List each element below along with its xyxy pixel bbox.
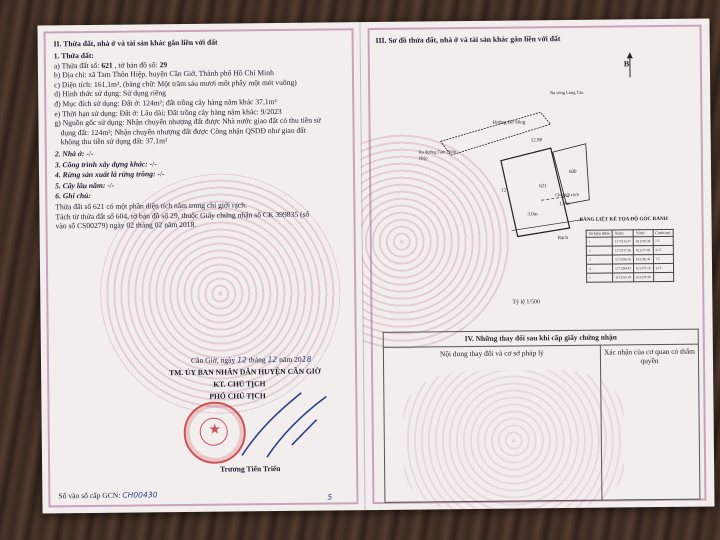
- issuing-authority: TM. ỦY BAN NHÂN DÂN HUYỆN CẦN GIỜ: [169, 366, 321, 378]
- coordinate-table: [586, 229, 674, 283]
- coord-cell: 3: [586, 255, 612, 264]
- changes-column-confirmation: Xác nhận của cơ quan có thẩm quyền: [600, 344, 700, 500]
- coord-cell: 621277.82: [633, 246, 653, 255]
- adjacent-lot-number: 600: [569, 169, 577, 175]
- corridor-label: Chỉ giới rạch: [555, 191, 579, 198]
- property-item-3: 3. Công trình xây dựng khác: -/-: [54, 158, 157, 169]
- parcel-line-9: không thu tiền sử dụng đất: 37,1m²: [60, 136, 168, 147]
- dimension-4: 1.0m: [559, 201, 570, 208]
- canal-line: [512, 220, 582, 231]
- coord-cell: 21.5: [653, 245, 673, 254]
- coord-cell: 621275.16: [634, 264, 654, 273]
- changes-column-content: Nội dung thay đổi và cơ sở pháp lý: [383, 345, 602, 502]
- coord-cell: 1: [586, 237, 612, 246]
- coord-cell: 1173315.47: [613, 273, 634, 282]
- parcel-line-8: dụng đất: 124m²; Nhận chuyển nhượng đất được Công nhận QSDĐ như giao đất: [60, 125, 306, 138]
- coord-cell: 621270.36: [634, 273, 654, 282]
- section-heading-ii: II. Thửa đất, nhà ở và tài sản khác gắn liền với đất: [53, 37, 218, 49]
- map-scale: Tỷ lệ 1/500: [512, 299, 541, 306]
- lot-number: 621: [539, 184, 547, 190]
- coord-row: [586, 263, 673, 273]
- property-item-2: 2. Nhà ở: -/-: [54, 148, 94, 159]
- coord-header-2: Y(m): [633, 230, 652, 237]
- property-item-5: 5. Cây lâu năm: -/-: [55, 180, 115, 191]
- road-label: Đường Bờ Sông: [492, 120, 526, 126]
- parcel-line-2: b) Địa chỉ: xã Tam Thôn Hiệp, huyện Cần Giờ, Thành phố Hồ Chí Minh: [53, 68, 274, 80]
- land-certificate-sheet: [37, 18, 714, 513]
- coordinate-table-title: BẢNG LIỆT KÊ TỌA ĐỘ GÓC RANH: [579, 215, 668, 223]
- parcel-line-1: a) Thửa đất số: 621 , tờ bản đồ số: 29: [53, 59, 168, 70]
- parcel-line-0: 1. Thửa đất:: [53, 50, 94, 61]
- to-road-label: Ra đường Tam Thôn Hiệp: [418, 149, 457, 161]
- dimension-1: 12: [501, 188, 507, 194]
- coord-row: [587, 272, 674, 282]
- parcel-line-6: e) Thời hạn sử dụng: Đất ở: Lâu dài; Đất trồng cây hàng năm khác: 9/2023: [54, 106, 282, 118]
- to-river-label: Ra sông Lòng Tàu: [550, 89, 584, 96]
- coord-row: [586, 245, 673, 255]
- note-line-2: vào sổ CS00279) ngày 02 tháng 02 năm 2018.: [55, 220, 197, 231]
- coord-cell: 1173315.47: [612, 237, 633, 246]
- dimension-2: 12.98: [530, 138, 542, 144]
- gcn-number: Số vào sổ cấp GCN: CH00430: [58, 490, 158, 501]
- signatory-title-1: KT. CHỦ TỊCH: [213, 379, 266, 389]
- date-line: Cần Giờ, ngày 12 tháng 12 năm 2018: [190, 354, 312, 365]
- note-line-0: Thửa đất số 621 có một phần diện tích nằm trong chỉ giới rạch.: [55, 200, 248, 212]
- parcel-line-4: d) Hình thức sử dụng: Sử dụng riêng: [54, 88, 166, 99]
- parcel-line-7: g) Nguồn gốc sử dụng: Nhận chuyển nhượng đất được Nhà nước giao đất có thu tiền sử: [54, 115, 322, 128]
- property-item-4: 4. Rừng sản xuất là rừng trồng: -/-: [54, 169, 165, 180]
- parcel-line-3: c) Diện tích: 161,1m², (bằng chữ: Một trăm sáu mươi mốt phẩy một mét vuông): [54, 77, 297, 90]
- coord-cell: 1173296.36: [613, 255, 634, 264]
- page-number: 5: [327, 492, 333, 502]
- signature: [231, 384, 342, 465]
- north-arrow-icon: [623, 51, 634, 77]
- coord-cell: 621270.36: [633, 237, 653, 246]
- red-official-seal: ★: [183, 401, 246, 464]
- coord-header-3: Cạnh (m): [653, 229, 673, 236]
- canal-label: Rạch: [557, 235, 569, 242]
- section-heading-iii: III. Sơ đồ thửa đất, nhà ở và tài sản khác gắn liền với đất: [375, 34, 561, 45]
- coord-header-1: X(m): [612, 230, 633, 237]
- signer-name: Trương Tiến Triển: [220, 464, 281, 474]
- coord-cell: [653, 272, 673, 281]
- coord-cell: 21.5: [653, 263, 673, 272]
- property-item-6: 6. Ghi chú:: [55, 191, 91, 201]
- parcel-line-5: đ) Mục đích sử dụng: Đất ở: 124m²; đất trồng cây hàng năm khác 37,1m²: [54, 97, 277, 109]
- north-arrow-label: B: [623, 59, 630, 69]
- signatory-title-2: PHÓ CHỦ TỊCH: [209, 391, 266, 401]
- coord-cell: 7.5: [653, 254, 673, 263]
- changes-table-title: IV. Những thay đổi sau khi cấp giấy chứng nhận: [383, 329, 698, 347]
- coord-cell: 621282.42: [633, 255, 653, 264]
- coord-cell: 1173317.36: [612, 246, 633, 255]
- coord-cell: 7.5: [653, 236, 673, 245]
- note-line-1: Tách từ thửa đất số 604, tờ bản đồ số 29, thuộc Giấy chứng nhận số CK 399835 (số: [55, 209, 310, 221]
- left-page: [37, 22, 365, 513]
- right-page: [359, 18, 714, 510]
- coord-header-0: Số hiệu điểm: [586, 230, 612, 237]
- coord-cell: 1173294.47: [613, 264, 634, 273]
- changes-table: [383, 329, 701, 503]
- dimension-3: 3.0m: [527, 212, 538, 218]
- coord-cell: 4: [586, 264, 612, 273]
- coord-cell: 2: [586, 246, 612, 255]
- coord-cell: 1: [587, 273, 613, 282]
